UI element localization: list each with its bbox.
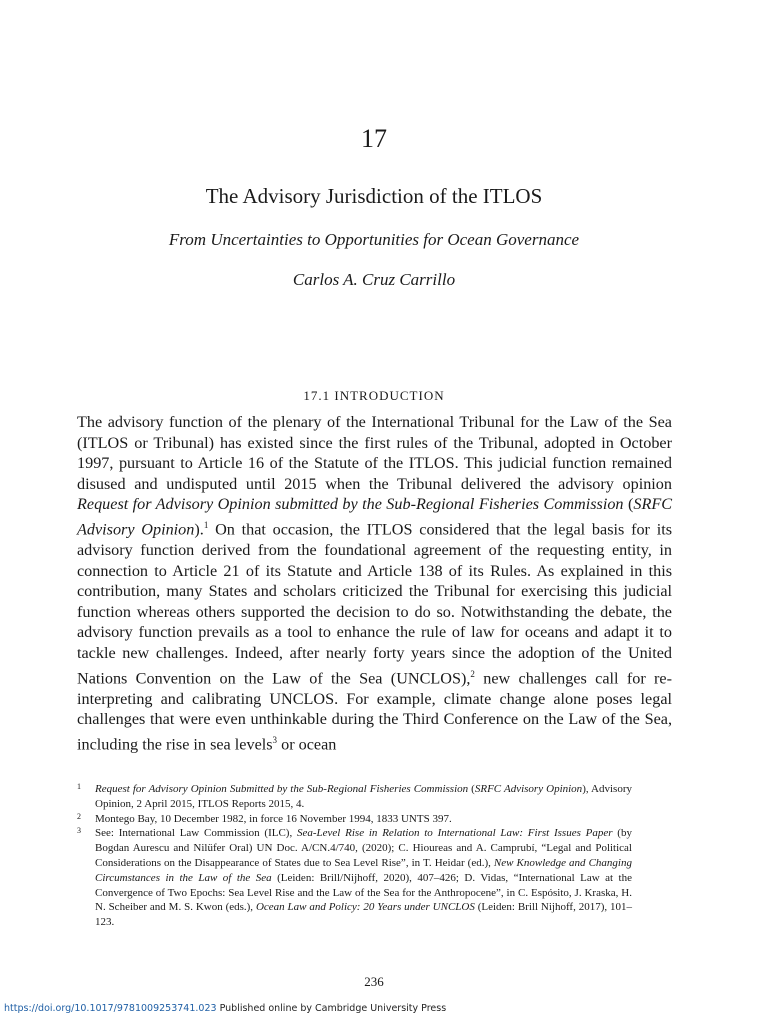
footnote-text: Montego Bay, 10 December 1982, in force 16 November 1994, 1833 UNTS 397.: [95, 812, 452, 825]
footer: [4, 1003, 446, 1014]
footer-text: Published online by Cambridge University Press: [216, 1003, 447, 1014]
footnote-text: SRFC Advisory Opinion: [474, 783, 583, 795]
footnote-text: (: [468, 783, 475, 795]
footnote-text: Sea-Level Rise in Relation to International Law: First Issues Paper: [297, 827, 613, 840]
footnote-text: Request for Advisory Opinion Submitted by the Sub-Regional Fisheries Commission: [95, 783, 469, 795]
footnote-1: [77, 782, 632, 812]
footnote-ref-1[interactable]: 1: [203, 519, 209, 530]
footnote-2: [77, 812, 632, 827]
footnote-text: ), Advisory Opinion, 2 April 2015, ITLOS Reports 2015, 4.: [95, 783, 632, 810]
footnote-ref-2[interactable]: 2: [470, 668, 475, 679]
footnote-text: (by Bogdan Aurescu and Nilüfer Oral) UN Doc. A/CN.4/740, (2020); C. Hioureas and A. Camprubí, “Legal and Political Considerations on the Disappearance of States due to Sea Level Rise”, in T. Heidar (ed.),: [95, 827, 632, 869]
footnote-number: 3: [77, 826, 81, 836]
chapter-title: The Advisory Jurisdiction of the ITLOS: [205, 184, 543, 208]
section-heading: 17.1 INTRODUCTION: [303, 388, 445, 403]
footnote-3: [77, 826, 632, 930]
footnote-text: Ocean Law and Policy: 20 Years under UNCLOS: [255, 901, 475, 914]
footnotes: [77, 782, 632, 930]
page-number: 236: [364, 974, 384, 989]
footnote-number: 2: [77, 811, 81, 821]
body-paragraph: The advisory function of the plenary of the International Tribunal for the Law of the Sea (ITLOS or Tribunal) has existed since the first rules of the Tribunal, adopted in October 1997, pursuant to Article 16 of the Statute of the ITLOS. This judicial function remained disused and undisputed until 2015 when the Tribunal delivered the advisory opinion Request for Advisory Opinion submitted by the Sub-Regional Fisheries Commission (SRFC Advisory Opinion).$^1$ On that occasion, the ITLOS considered that the legal basis for its advisory function derived from the foundational agreement of the requesting entity, in connection to Article 21 of its Statute and Article 138 of its Rules. As explained in this contribution, many States and scholars criticized the Tribunal for exercising this judicial function whereas others supported the decision to do so. Notwithstanding the debate, the advisory function prevails as a tool to enhance the rule of law for oceans and adapt it to tackle new challenges. Indeed, after nearly forty years since the adoption of the United Nations Convention on the Law of the Sea (UNCLOS),$^2$ new challenges call for re-interpreting and calibrating UNCLOS. For example, climate change alone poses legal challenges that were even unthinkable during the Third Conference on the Law of the Sea, including the rise in sea levels$^3$ or ocean: [77, 413, 673, 754]
footnote-text: (Leiden: Brill/Nijhoff, 2020), 407–426; D. Vidas, “International Law at the Convergence of Two Epochs: Sea Level Rise and the Law of the Sea for the Anthropocene”, in C. Espósito, J. Kraska, H. N. Scheiber and M. S. Kwon (eds.),: [95, 871, 632, 914]
author-name: Carlos A. Cruz Carrillo: [292, 270, 456, 289]
chapter-number: 17: [361, 124, 387, 153]
doi-link[interactable]: https://doi.org/10.1017/9781009253741.023: [4, 1003, 217, 1014]
footnote-ref-3[interactable]: 3: [272, 734, 278, 745]
footnote-text: See: International Law Commission (ILC),: [95, 827, 297, 840]
chapter-subtitle: From Uncertainties to Opportunities for Ocean Governance: [168, 230, 580, 249]
footnote-text: New Knowledge and Changing Circumstances in the Law of the Sea: [95, 856, 632, 884]
footnote-text: (Leiden: Brill Nijhoff, 2017), 101–123.: [95, 901, 632, 929]
footnote-number: 1: [77, 782, 81, 791]
